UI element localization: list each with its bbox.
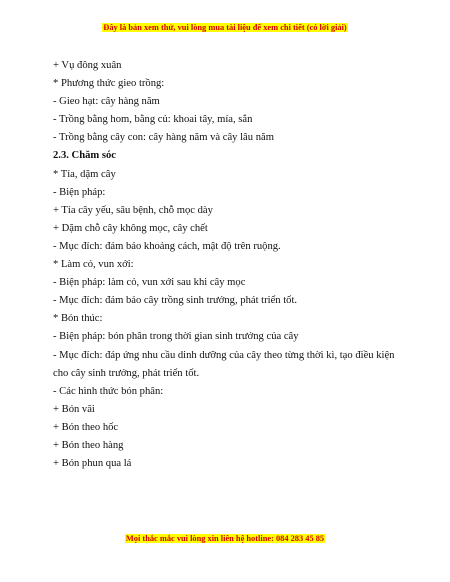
line-topdressing-measures: - Biện pháp: bón phân trong thời gian sinh trưởng của cây <box>53 331 299 343</box>
line-season: + Vụ đông xuân <box>53 60 122 71</box>
section-heading-care: 2.3. Chăm sóc <box>53 150 116 162</box>
line-cuttings-tubers: - Trồng bằng hom, bằng củ: khoai tây, mía, sắn <box>53 114 253 126</box>
line-hole-application: + Bón theo hốc <box>53 421 119 433</box>
line-thinning-measures: - Biện pháp: <box>53 186 106 198</box>
line-weeding-purpose: - Mục đích: đảm bảo cây trồng sinh trưởng, phát triển tốt. <box>53 295 298 307</box>
hotline-text: Mọi thắc mắc vui lòng xin liên hệ hotline: 084 283 45 85 <box>125 534 325 543</box>
line-seedlings: - Trồng bằng cây con: cây hàng năm và cây lâu năm <box>53 132 274 144</box>
document-body <box>53 57 403 473</box>
line-broadcast: + Bón vãi <box>53 403 95 415</box>
line-weeding-title: * Làm cỏ, vun xới: <box>53 259 134 271</box>
line-foliar-spray: + Bón phun qua lá <box>53 458 132 470</box>
line-weeding-measures: - Biện pháp: làm cỏ, vun xới sau khi cây mọc <box>53 277 246 289</box>
line-thinning-purpose: - Mục đích: đảm bảo khoảng cách, mật độ trên ruộng. <box>53 240 281 252</box>
line-thinning-title: * Tỉa, dặm cây <box>53 168 116 180</box>
line-fertilizing-forms-title: - Các hình thức bón phân: <box>53 385 164 397</box>
line-replanting: + Dặm chỗ cây không mọc, cây chết <box>53 222 208 234</box>
line-planting-methods-title: * Phương thức gieo trồng: <box>53 78 165 90</box>
line-thinning-weak: + Tỉa cây yếu, sâu bệnh, chỗ mọc dày <box>53 204 213 216</box>
line-topdressing-purpose: - Mục đích: đáp ứng nhu cầu dinh dưỡng của cây theo từng thời kì, tạo điều kiện cho cây sinh trưởng, phát triển tốt. <box>53 349 395 379</box>
line-topdressing-title: * Bón thúc: <box>53 313 103 325</box>
line-row-application: + Bón theo hàng <box>53 439 124 451</box>
hotline-banner <box>0 534 450 544</box>
preview-notice-banner <box>0 23 450 33</box>
preview-notice-text: Đây là bản xem thử, vui lòng mua tài liệu để xem chi tiết (có lời giải) <box>103 23 347 32</box>
line-sowing-seeds: - Gieo hạt: cây hàng năm <box>53 96 160 108</box>
